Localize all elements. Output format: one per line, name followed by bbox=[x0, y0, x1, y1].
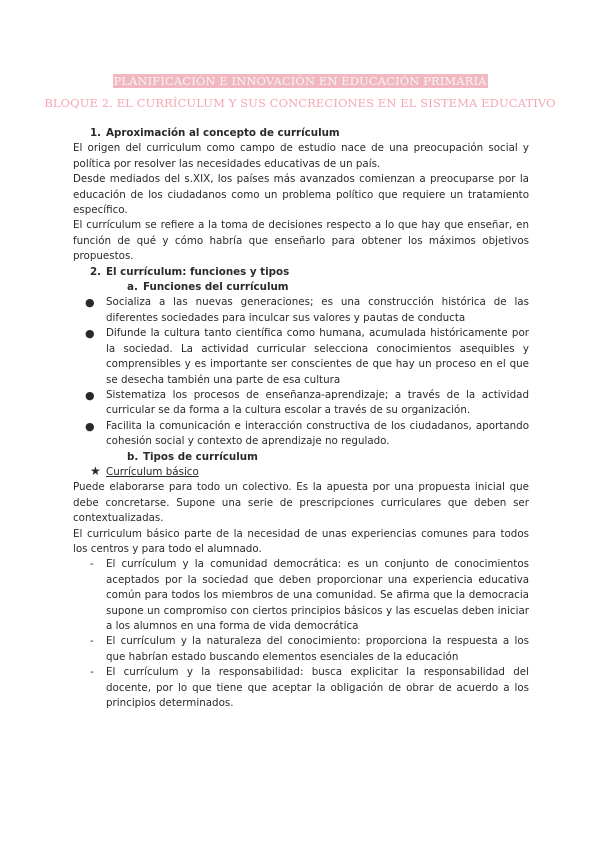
dash-marker: - bbox=[90, 558, 94, 571]
document-subtitle: BLOQUE 2. EL CURRÍCULUM Y SUS CONCRECIONES EN EL SISTEMA EDUCATIVO bbox=[44, 96, 556, 110]
dash-marker: - bbox=[90, 666, 94, 679]
subsection-b-heading: b. Tipos de currículum bbox=[73, 450, 529, 465]
subsection-b-letter: b. bbox=[127, 450, 139, 463]
basic-curriculum-label: ★ Currículum básico bbox=[90, 463, 199, 478]
subsection-a-heading: a. Funciones del currículum bbox=[73, 280, 529, 295]
list-item: - El currículum y la responsabilidad: busca explicitar la responsabilidad del docente, por lo que tiene que aceptar la obligación de obrar de acuerdo a los principios determinados. bbox=[90, 666, 529, 710]
dash-marker: - bbox=[90, 635, 94, 648]
document-title: PLANIFICACIÓN E INNOVACIÓN EN EDUCACIÓN PRIMARIA bbox=[113, 74, 487, 88]
list-item: ● Socializa a las nuevas generaciones; es una construcción histórica de las diferentes sociedades para inculcar sus valores y pautas de conducta bbox=[85, 296, 529, 324]
bullet-icon: ● bbox=[85, 296, 95, 310]
bullet-icon: ● bbox=[85, 388, 95, 402]
list-item: ● Sistematiza los procesos de enseñanza-aprendizaje; a través de la actividad curricular se da forma a la cultura escolar a través de su organización. bbox=[85, 388, 529, 417]
paragraph: Desde mediados del s.XIX, los países más avanzados comienzan a preocuparse por la educación de los ciudadanos como un problema político que requiere un tratamiento específico. bbox=[73, 173, 529, 217]
section-1-heading: 1. Aproximación al concepto de currículum bbox=[73, 126, 529, 141]
section-2-number: 2. bbox=[90, 265, 102, 278]
list-item: ● Difunde la cultura tanto científica como humana, acumulada históricamente por la sociedad. La actividad curricular selecciona conocimientos asequibles y comprensibles y es importante ser conscientes de que hay un proceso en el que se desecha también una parte de esa cultura bbox=[85, 327, 529, 386]
section-2-heading: 2. El currículum: funciones y tipos bbox=[73, 265, 529, 280]
paragraph: El currículum se refiere a la toma de decisiones respecto a lo que hay que enseñar, en función de qué y cómo habría que enseñarlo para obtener los máximos objetivos propuestos. bbox=[73, 219, 529, 263]
section-1 bbox=[73, 126, 529, 711]
bullet-icon: ● bbox=[85, 327, 95, 341]
paragraph: Puede elaborarse para todo un colectivo. Es la apuesta por una propuesta inicial que debe concretarse. Supone una serie de prescripciones curriculares que deben ser contextualizadas. bbox=[73, 481, 529, 525]
bullet-icon: ● bbox=[85, 419, 95, 433]
list-item: - El currículum y la comunidad democrática: es un conjunto de conocimientos aceptados por la sociedad que deben proporcionar una experiencia educativa común para todos los miembros de una comunidad. Se afirma que la democracia supone un compromiso con ciertos principios básicos y las escuelas deben iniciar a los alumnos en una forma de vida democrática bbox=[90, 558, 529, 632]
section-1-number: 1. bbox=[90, 127, 102, 139]
paragraph: El curriculum básico parte de la necesidad de unas experiencias comunes para todos los centros y para todo el alumnado. bbox=[73, 527, 529, 555]
subsection-a-letter: a. bbox=[127, 281, 138, 294]
star-icon: ★ bbox=[90, 463, 101, 478]
list-item: - El currículum y la naturaleza del conocimiento: proporciona la respuesta a los que habrían estado buscando elementos esenciales de la educación bbox=[90, 635, 529, 663]
list-item: ● Facilita la comunicación e interacción constructiva de los ciudadanos, aportando cohesión social y contexto de aprendizaje no regulado. bbox=[85, 419, 529, 448]
paragraph: El origen del curriculum como campo de estudio nace de una preocupación social y política por resolver las necesidades educativas de un país. bbox=[73, 142, 529, 170]
